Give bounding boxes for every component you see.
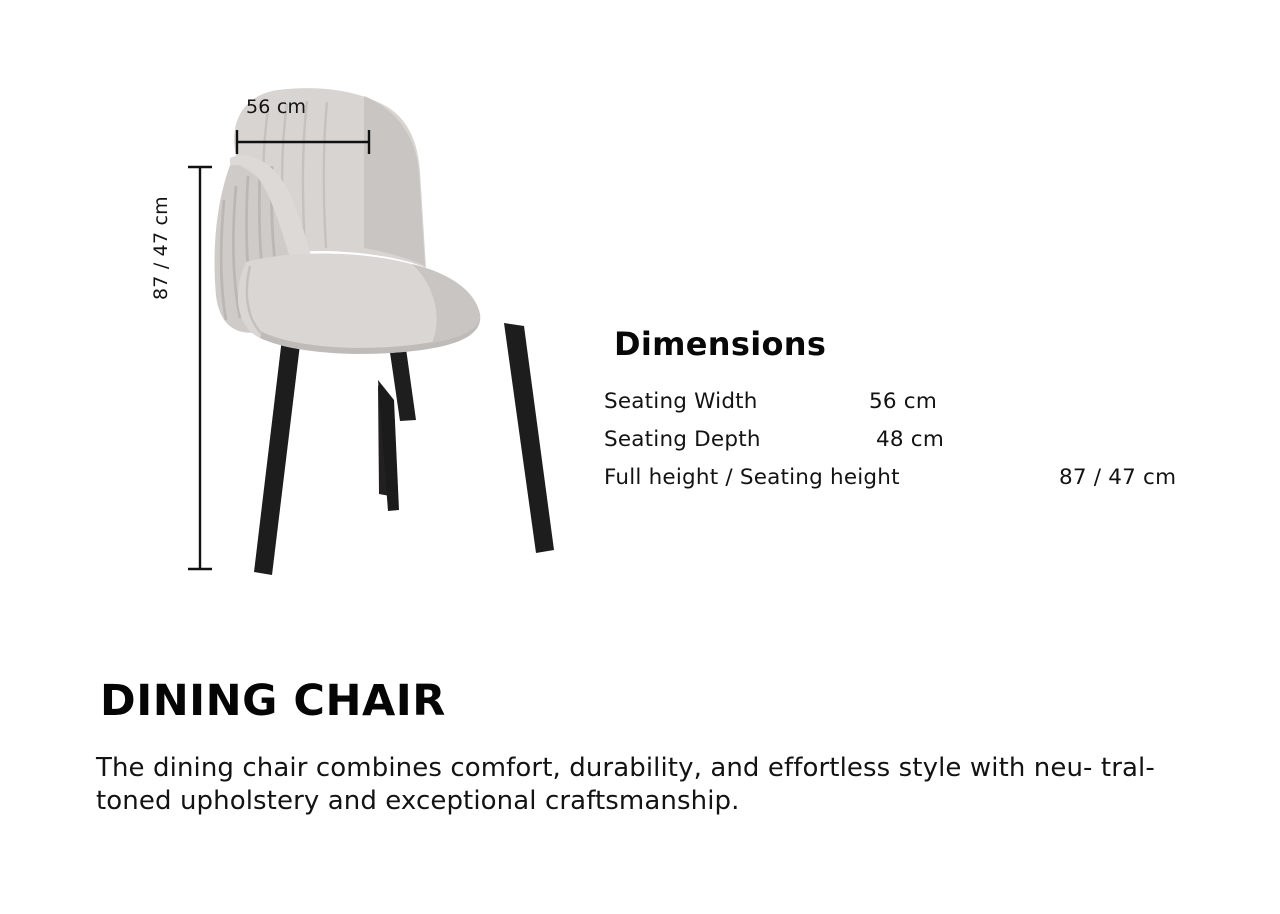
height-dimension-line	[180, 158, 220, 578]
product-figure	[150, 80, 590, 640]
width-dimension-label: 56 cm	[246, 96, 307, 118]
dimension-label: Full height / Seating height	[604, 465, 900, 490]
dimensions-panel	[604, 325, 1254, 503]
product-info-block	[96, 676, 1206, 845]
product-title: DINING CHAIR	[100, 676, 446, 726]
height-dimension-label: 87 / 47 cm	[150, 196, 172, 300]
dimension-row	[604, 427, 1254, 452]
dimension-row	[604, 389, 1254, 414]
dimensions-list	[604, 389, 1254, 490]
product-description: The dining chair combines comfort, durability, and effortless style with neu- tral-toned upholstery and exceptional craftsmanship.	[96, 753, 1155, 817]
dimension-label: Seating Width	[604, 389, 758, 414]
width-dimension-line	[228, 122, 378, 162]
dimension-value: 56 cm	[869, 389, 937, 414]
dimensions-title: Dimensions	[614, 325, 827, 363]
dimension-row	[604, 465, 1254, 490]
dimension-value: 87 / 47 cm	[1059, 465, 1177, 490]
chair-legs	[254, 323, 554, 575]
dimension-value: 48 cm	[876, 427, 944, 452]
dimension-label: Seating Depth	[604, 427, 761, 452]
